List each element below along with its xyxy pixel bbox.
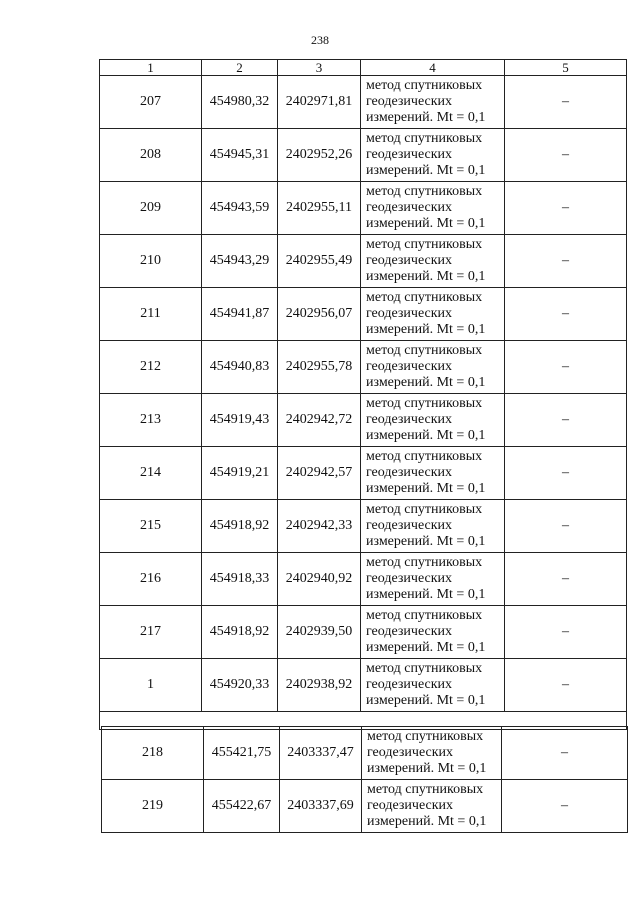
y-coordinate-cell: 2402955,11 (278, 182, 361, 235)
method-cell (361, 235, 505, 288)
method-line: измерений. Mt = 0,1 (366, 110, 486, 125)
method-line: метод спутниковых (366, 502, 483, 517)
note-cell: – (502, 727, 628, 780)
page-number: 238 (311, 33, 329, 47)
y-coordinate-cell: 2402942,33 (278, 500, 361, 553)
point-number-cell: 1 (100, 659, 202, 712)
method-line: геодезических (366, 412, 453, 427)
header-col-2: 2 (202, 60, 278, 76)
method-line: метод спутниковых (367, 729, 484, 744)
method-line: измерений. Mt = 0,1 (366, 534, 486, 549)
table-row (100, 659, 627, 712)
table-row (100, 288, 627, 341)
table-row (100, 394, 627, 447)
method-line: метод спутниковых (366, 290, 483, 305)
y-coordinate-cell: 2403337,47 (280, 727, 362, 780)
method-line: метод спутниковых (366, 555, 483, 570)
method-cell (361, 447, 505, 500)
y-coordinate-cell: 2402942,72 (278, 394, 361, 447)
method-line: измерений. Mt = 0,1 (366, 481, 486, 496)
x-coordinate-cell: 454918,92 (202, 500, 278, 553)
method-line: метод спутниковых (366, 396, 483, 411)
x-coordinate-cell: 454918,33 (202, 553, 278, 606)
coordinates-table (99, 59, 627, 730)
method-line: метод спутниковых (366, 78, 483, 93)
method-cell (361, 606, 505, 659)
point-number-cell: 213 (100, 394, 202, 447)
method-line: геодезических (366, 359, 453, 374)
note-cell: – (505, 76, 627, 129)
table-row (102, 727, 628, 780)
method-line: метод спутниковых (366, 608, 483, 623)
method-line: геодезических (366, 465, 453, 480)
x-coordinate-cell: 454919,21 (202, 447, 278, 500)
point-number-cell: 209 (100, 182, 202, 235)
y-coordinate-cell: 2402956,07 (278, 288, 361, 341)
method-cell (361, 182, 505, 235)
y-coordinate-cell: 2402955,49 (278, 235, 361, 288)
table-row (100, 553, 627, 606)
y-coordinate-cell: 2402971,81 (278, 76, 361, 129)
method-line: метод спутниковых (366, 449, 483, 464)
header-col-4: 4 (361, 60, 505, 76)
method-line: метод спутниковых (367, 782, 484, 797)
point-number-cell: 210 (100, 235, 202, 288)
y-coordinate-cell: 2402955,78 (278, 341, 361, 394)
method-line: измерений. Mt = 0,1 (366, 375, 486, 390)
x-coordinate-cell: 454920,33 (202, 659, 278, 712)
method-line: измерений. Mt = 0,1 (366, 428, 486, 443)
method-line: измерений. Mt = 0,1 (367, 761, 487, 776)
note-cell: – (502, 780, 628, 833)
method-line: метод спутниковых (366, 131, 483, 146)
x-coordinate-cell: 455422,67 (204, 780, 280, 833)
point-number-cell: 215 (100, 500, 202, 553)
method-line: измерений. Mt = 0,1 (366, 216, 486, 231)
method-cell (361, 341, 505, 394)
point-number-cell: 219 (102, 780, 204, 833)
x-coordinate-cell: 454945,31 (202, 129, 278, 182)
y-coordinate-cell: 2402938,92 (278, 659, 361, 712)
y-coordinate-cell: 2402942,57 (278, 447, 361, 500)
method-line: геодезических (366, 147, 453, 162)
method-line: геодезических (367, 798, 454, 813)
method-line: геодезических (366, 200, 453, 215)
table-row (102, 780, 628, 833)
method-cell (362, 780, 502, 833)
point-number-cell: 216 (100, 553, 202, 606)
y-coordinate-cell: 2402940,92 (278, 553, 361, 606)
method-line: геодезических (366, 677, 453, 692)
method-line: геодезических (366, 518, 453, 533)
header-col-5: 5 (505, 60, 627, 76)
method-line: метод спутниковых (366, 237, 483, 252)
note-cell: – (505, 553, 627, 606)
method-line: измерений. Mt = 0,1 (367, 814, 487, 829)
table-row (100, 500, 627, 553)
method-cell (361, 288, 505, 341)
method-cell (362, 727, 502, 780)
method-line: метод спутниковых (366, 184, 483, 199)
y-coordinate-cell: 2403337,69 (280, 780, 362, 833)
method-line: геодезических (366, 624, 453, 639)
method-line: геодезических (366, 571, 453, 586)
method-line: геодезических (366, 94, 453, 109)
method-line: измерений. Mt = 0,1 (366, 640, 486, 655)
note-cell: – (505, 182, 627, 235)
method-line: измерений. Mt = 0,1 (366, 322, 486, 337)
x-coordinate-cell: 454943,59 (202, 182, 278, 235)
table-row (100, 182, 627, 235)
table-row (100, 129, 627, 182)
method-line: измерений. Mt = 0,1 (366, 163, 486, 178)
table-row (100, 235, 627, 288)
method-line: геодезических (367, 745, 454, 760)
table-row (100, 606, 627, 659)
note-cell: – (505, 447, 627, 500)
method-line: измерений. Mt = 0,1 (366, 587, 486, 602)
method-cell (361, 394, 505, 447)
method-cell (361, 129, 505, 182)
header-col-3: 3 (278, 60, 361, 76)
note-cell: – (505, 235, 627, 288)
x-coordinate-cell: 454941,87 (202, 288, 278, 341)
note-cell: – (505, 659, 627, 712)
x-coordinate-cell: 454919,43 (202, 394, 278, 447)
method-cell (361, 553, 505, 606)
method-line: метод спутниковых (366, 661, 483, 676)
table-row (100, 341, 627, 394)
method-line: геодезических (366, 253, 453, 268)
method-cell (361, 500, 505, 553)
point-number-cell: 207 (100, 76, 202, 129)
coordinates-table-continued (101, 726, 628, 833)
y-coordinate-cell: 2402939,50 (278, 606, 361, 659)
note-cell: – (505, 288, 627, 341)
table-header-row (100, 60, 627, 76)
header-col-1: 1 (100, 60, 202, 76)
x-coordinate-cell: 454918,92 (202, 606, 278, 659)
method-line: метод спутниковых (366, 343, 483, 358)
x-coordinate-cell: 454943,29 (202, 235, 278, 288)
point-number-cell: 217 (100, 606, 202, 659)
point-number-cell: 212 (100, 341, 202, 394)
x-coordinate-cell: 454980,32 (202, 76, 278, 129)
point-number-cell: 214 (100, 447, 202, 500)
note-cell: – (505, 341, 627, 394)
method-line: измерений. Mt = 0,1 (366, 269, 486, 284)
method-cell (361, 76, 505, 129)
note-cell: – (505, 129, 627, 182)
x-coordinate-cell: 454940,83 (202, 341, 278, 394)
note-cell: – (505, 394, 627, 447)
y-coordinate-cell: 2402952,26 (278, 129, 361, 182)
table-row (100, 76, 627, 129)
x-coordinate-cell: 455421,75 (204, 727, 280, 780)
method-line: геодезических (366, 306, 453, 321)
method-line: измерений. Mt = 0,1 (366, 693, 486, 708)
point-number-cell: 218 (102, 727, 204, 780)
note-cell: – (505, 500, 627, 553)
table-row (100, 447, 627, 500)
point-number-cell: 211 (100, 288, 202, 341)
note-cell: – (505, 606, 627, 659)
point-number-cell: 208 (100, 129, 202, 182)
method-cell (361, 659, 505, 712)
